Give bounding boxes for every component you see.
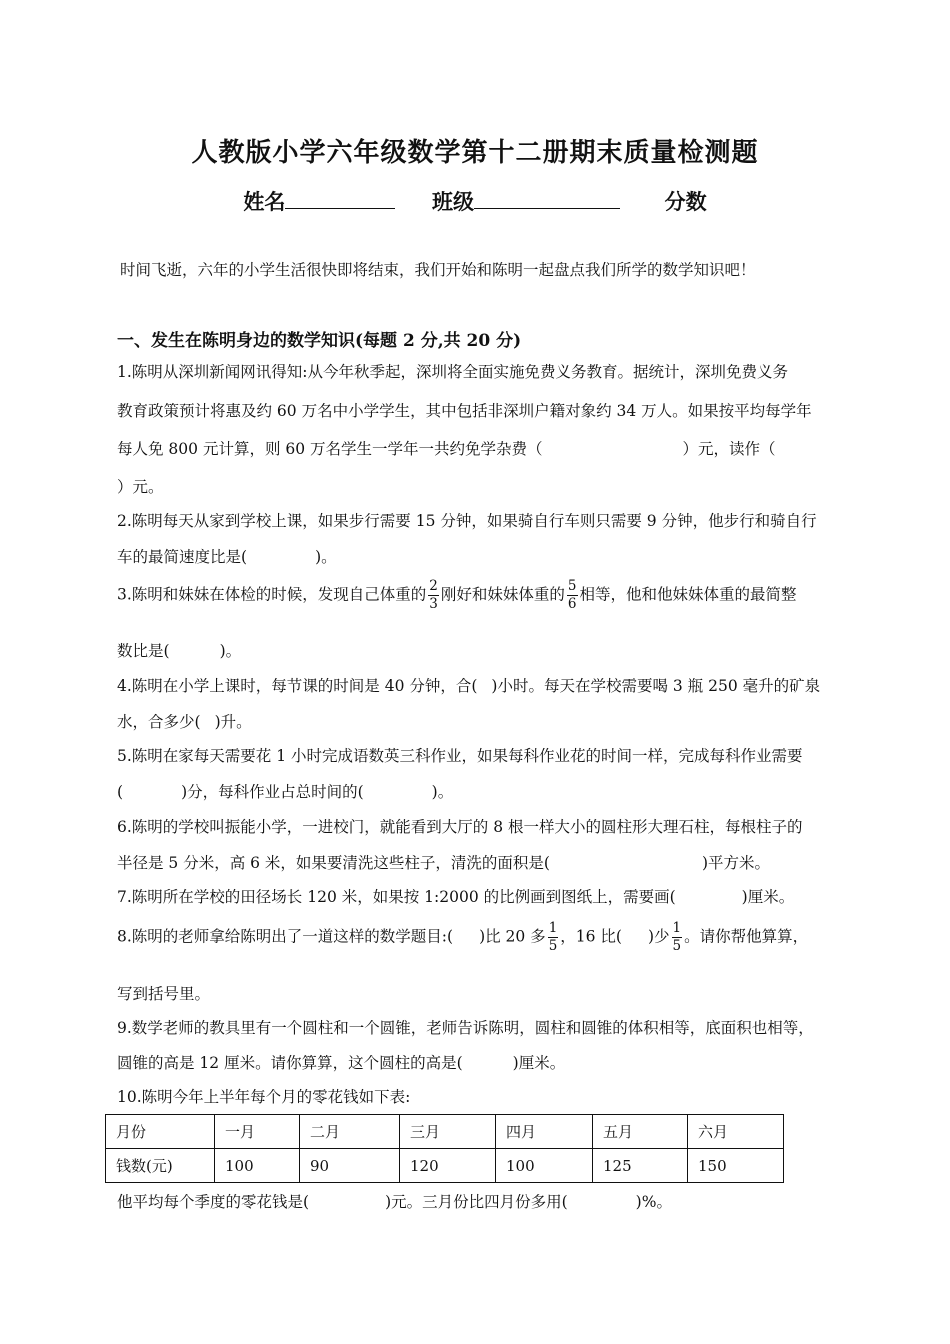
name-label: 姓名 — [243, 189, 286, 214]
q4-line-1: 4.陈明在小学上课时，每节课的时间是 40 分钟，合( )小时。每天在学校需要喝 3 瓶 250 毫升的矿泉 — [117, 677, 821, 695]
table-cell: 125 — [593, 1149, 688, 1183]
class-blank[interactable] — [474, 190, 620, 209]
table-cell: 一月 — [215, 1115, 300, 1149]
table-cell: 120 — [400, 1149, 496, 1183]
q8-line-2: 写到括号里。 — [117, 985, 211, 1003]
q3-line-1: 3.陈明和妹妹在体检的时候，发现自己体重的 $\frac{2}{3}$ 刚好和妹妹体重的 $\frac{5}{6}$ 相等，他和他妹妹体重的最简整 — [117, 578, 797, 612]
q1-line-3: 每人免 800 元计算，则 60 万名学生一学年一共约免学杂费（ ）元，读作（ — [117, 440, 776, 458]
table-cell: 90 — [300, 1149, 400, 1183]
fraction-two-thirds: $\frac{2}{3}$ — [429, 578, 438, 612]
q7-line: 7.陈明所在学校的田径场长 120 米，如果按 1:2000 的比例画到图纸上，需要画( )厘米。 — [117, 888, 795, 906]
q10-line-2: 他平均每个季度的零花钱是( )元。三月份比四月份多用( )%。 — [117, 1193, 672, 1211]
fraction-one-fifth-a: $\frac{1}{5}$ — [548, 920, 558, 954]
table-cell: 五月 — [593, 1115, 688, 1149]
q5-line-1: 5.陈明在家每天需要花 1 小时完成语数英三科作业，如果每科作业花的时间一样，完成每科作业需要 — [117, 747, 803, 765]
q1-line-2: 教育政策预计将惠及约 60 万名中小学学生，其中包括非深圳户籍对象约 34 万人。如果按平均每学年 — [117, 402, 812, 420]
table-cell: 150 — [688, 1149, 784, 1183]
student-info-row — [0, 186, 950, 216]
q6-line-2: 半径是 5 分米，高 6 米，如果要清洗这些柱子，清洗的面积是( )平方米。 — [117, 854, 771, 872]
table-cell: 三月 — [400, 1115, 496, 1149]
page-title: 人教版小学六年级数学第十二册期末质量检测题 — [191, 138, 759, 168]
table-cell: 钱数(元) — [106, 1149, 215, 1183]
table-cell: 100 — [215, 1149, 300, 1183]
table-cell: 四月 — [496, 1115, 593, 1149]
q1-line-1: 1.陈明从深圳新闻网讯得知:从今年秋季起，深圳将全面实施免费义务教育。据统计，深圳免费义务 — [117, 363, 789, 381]
q1-line-4: ）元。 — [117, 478, 164, 496]
allowance-table — [105, 1114, 784, 1183]
section-heading-1: 一、发生在陈明身边的数学知识(每题 2 分,共 20 分) — [117, 331, 522, 351]
q9-line-1: 9.数学老师的教具里有一个圆柱和一个圆锥，老师告诉陈明，圆柱和圆锥的体积相等，底面积也相等， — [117, 1019, 814, 1037]
table-row — [106, 1149, 784, 1183]
intro-text: 时间飞逝，六年的小学生活很快即将结束，我们开始和陈明一起盘点我们所学的数学知识吧！ — [120, 261, 756, 279]
q10-line-1: 10.陈明今年上半年每个月的零花钱如下表: — [117, 1088, 411, 1106]
table-cell: 六月 — [688, 1115, 784, 1149]
name-blank[interactable] — [285, 190, 395, 209]
q2-line-2: 车的最简速度比是( )。 — [117, 548, 337, 566]
table-row — [106, 1115, 784, 1149]
q3-line-2: 数比是( )。 — [117, 642, 242, 660]
score-label: 分数 — [664, 189, 707, 214]
table-cell: 月份 — [106, 1115, 215, 1149]
table-cell: 100 — [496, 1149, 593, 1183]
fraction-one-fifth-b: $\frac{1}{5}$ — [672, 920, 682, 954]
q2-line-1: 2.陈明每天从家到学校上课，如果步行需要 15 分钟，如果骑自行车则只需要 9 分钟，他步行和骑自行 — [117, 512, 817, 530]
q6-line-1: 6.陈明的学校叫振能小学，一进校门，就能看到大厅的 8 根一样大小的圆柱形大理石柱，每根柱子的 — [117, 818, 803, 836]
q4-line-2: 水，合多少( )升。 — [117, 713, 252, 731]
q9-line-2: 圆锥的高是 12 厘米。请你算算，这个圆柱的高是( )厘米。 — [117, 1054, 566, 1072]
fraction-five-sixths: $\frac{5}{6}$ — [567, 578, 577, 612]
q5-line-2: ( )分，每科作业占总时间的( )。 — [117, 783, 454, 801]
class-label: 班级 — [432, 189, 474, 214]
table-cell: 二月 — [300, 1115, 400, 1149]
q8-line-1: 8.陈明的老师拿给陈明出了一道这样的数学题目:( )比 20 多 $\frac{1}{5}$ ，16 比( )少 $\frac{1}{5}$ 。请你帮他算算， — [117, 920, 809, 954]
